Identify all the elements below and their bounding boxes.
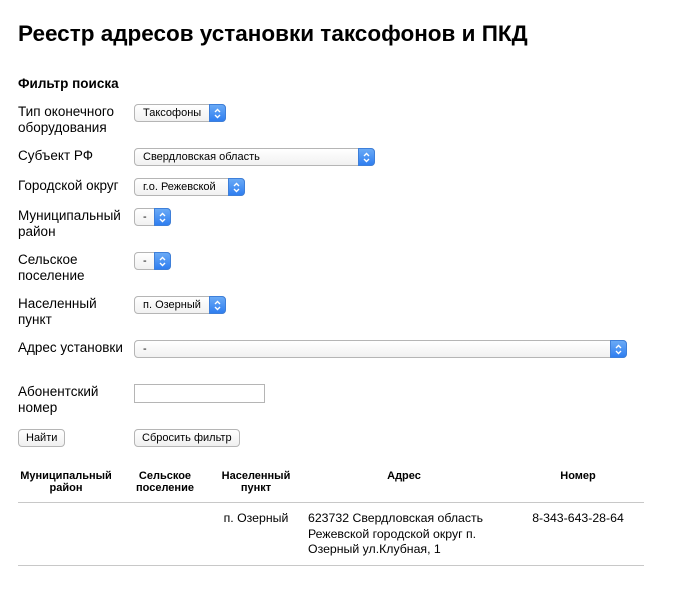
select-arrows-icon (209, 104, 226, 122)
find-button[interactable]: Найти (18, 429, 65, 447)
municipal-district-select[interactable] (134, 208, 171, 226)
city-district-label: Городской округ (18, 178, 119, 193)
column-header: Номер (512, 466, 644, 503)
column-header: Муниципальный район (18, 466, 114, 503)
select-arrows-icon (358, 148, 375, 166)
equipment-type-label: Тип оконечного оборудования (18, 104, 114, 135)
address-label: Адрес установки (18, 340, 123, 355)
column-header: Адрес (296, 466, 512, 503)
reset-filter-button[interactable]: Сбросить фильтр (134, 429, 240, 447)
subscriber-number-input[interactable] (134, 384, 265, 403)
rural-settlement-value: - (143, 255, 147, 267)
city-district-value: г.о. Режевской (143, 181, 216, 193)
select-arrows-icon (228, 178, 245, 196)
cell-number: 8-343-643-28-64 (512, 503, 644, 566)
address-select[interactable] (134, 340, 627, 358)
select-arrows-icon (154, 252, 171, 270)
table-row (18, 503, 644, 566)
locality-value: п. Озерный (143, 299, 201, 311)
filter-title: Фильтр поиска (18, 76, 119, 91)
results-table (18, 466, 644, 566)
column-header: Сельское поселение (114, 466, 216, 503)
cell-locality: п. Озерный (216, 503, 296, 566)
column-header: Населенный пункт (216, 466, 296, 503)
subscriber-number-label: Абонентский номер (18, 384, 99, 415)
subject-label: Субъект РФ (18, 148, 93, 163)
equipment-type-select[interactable] (134, 104, 226, 122)
select-arrows-icon (154, 208, 171, 226)
rural-settlement-label: Сельское поселение (18, 252, 85, 283)
table-header-row (18, 466, 644, 503)
subject-select[interactable] (134, 148, 375, 166)
cell-address: 623732 Свердловская область Режевской городской округ п. Озерный ул.Клубная, 1 (296, 503, 512, 566)
equipment-type-value: Таксофоны (143, 107, 202, 119)
municipal-district-value: - (143, 211, 147, 223)
city-district-select[interactable] (134, 178, 245, 196)
locality-label: Населенный пункт (18, 296, 97, 327)
page-title: Реестр адресов установки таксофонов и ПКД (18, 21, 528, 46)
select-arrows-icon (610, 340, 627, 358)
cell-municipal-district (18, 503, 114, 566)
municipal-district-label: Муниципальный район (18, 208, 121, 239)
rural-settlement-select[interactable] (134, 252, 171, 270)
locality-select[interactable] (134, 296, 226, 314)
select-arrows-icon (209, 296, 226, 314)
cell-rural-settlement (114, 503, 216, 566)
subject-value: Свердловская область (143, 151, 260, 163)
address-value: - (143, 343, 147, 355)
